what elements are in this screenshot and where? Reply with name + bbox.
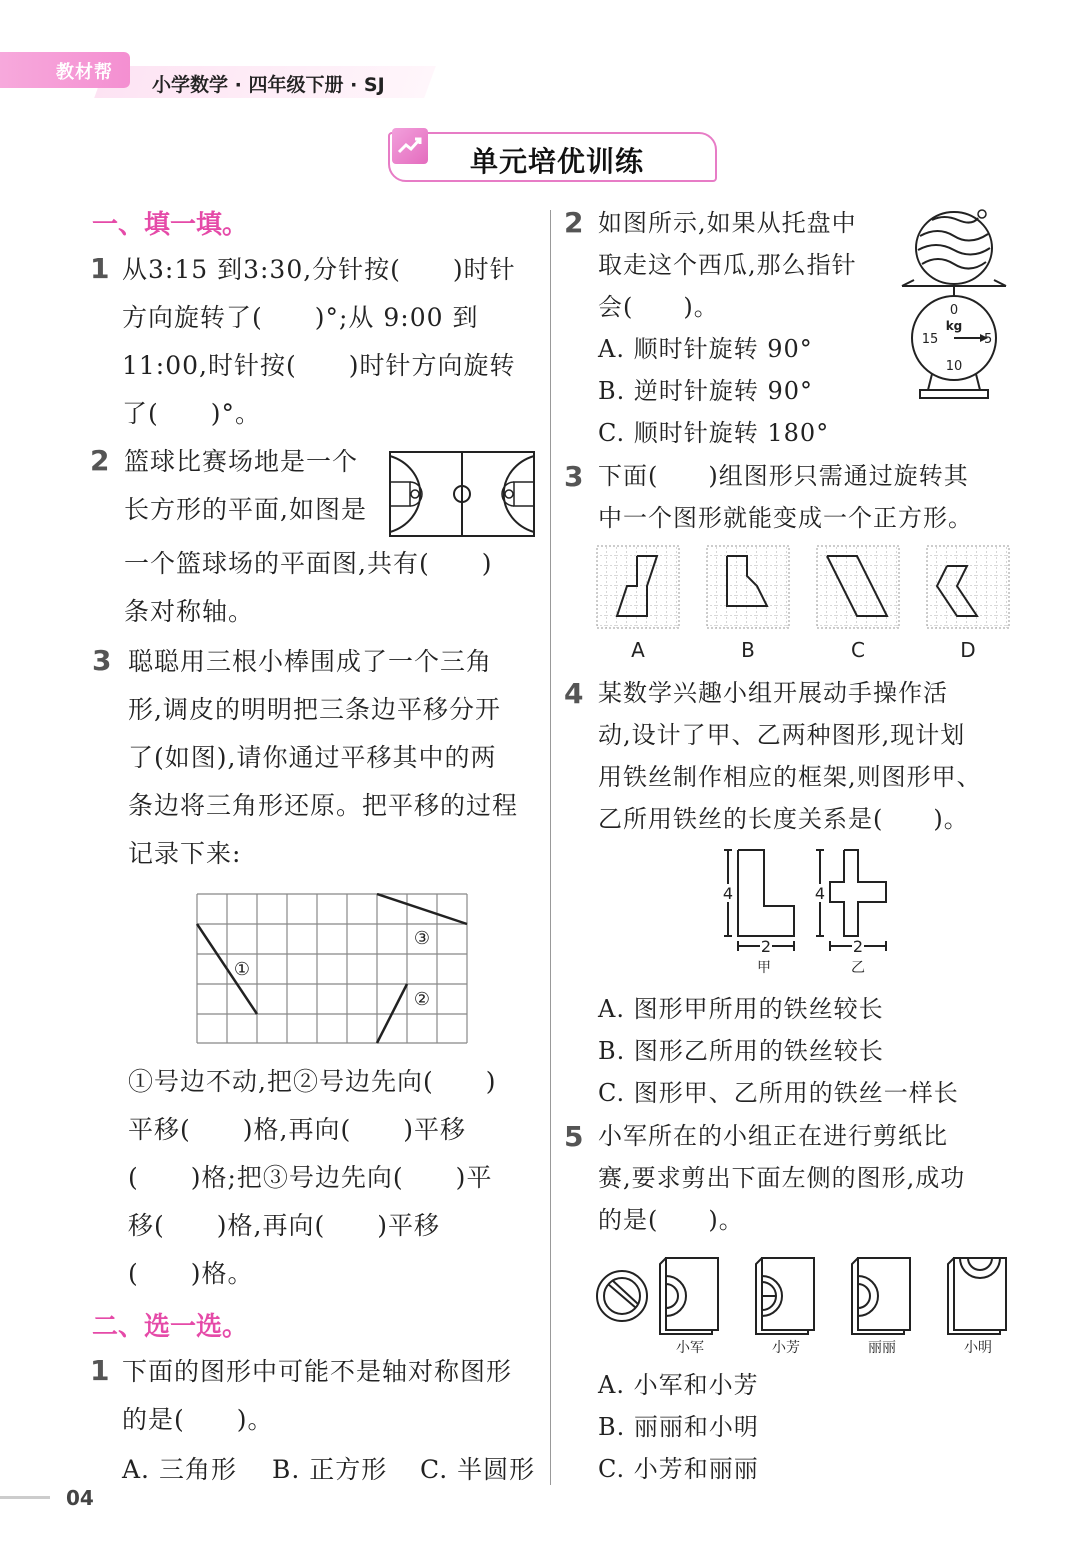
text-line: 赛,要求剪出下面左侧的图形,成功 (598, 1164, 966, 1192)
dim-label: 2 (760, 937, 772, 956)
option-label-a: A (631, 638, 645, 662)
section2-q1 (122, 1348, 542, 1444)
text-line: 记录下来: (128, 839, 242, 868)
option-c: C. 图形甲、乙所用的铁丝一样长 (598, 1079, 959, 1107)
text-line: 中一个图形就能变成一个正方形。 (598, 504, 973, 532)
question-number: 5 (564, 1120, 584, 1153)
text-line: 小军所在的小组正在进行剪纸比 (598, 1122, 948, 1150)
paper-cutting-figure (594, 1248, 1014, 1360)
section-2-heading: 二、选一选。 (92, 1312, 249, 1342)
text-line: 移( )格,再向( )平移 (128, 1211, 440, 1240)
text-line: 形,调皮的明明把三条边平移分开 (128, 695, 501, 724)
option-b: B. 图形乙所用的铁丝较长 (598, 1037, 884, 1065)
section2-q1-option-b: B. 正方形 (272, 1455, 388, 1484)
option-c: C. 顺时针旋转 180° (598, 419, 830, 447)
section1-q1 (122, 246, 542, 438)
section2-q1-option-c: C. 半圆形 (420, 1455, 536, 1484)
basketball-court-figure (388, 450, 536, 538)
text-line: 乙所用铁丝的长度关系是( )。 (598, 805, 969, 833)
section2-q4 (598, 672, 1018, 840)
dim-label: 4 (722, 884, 734, 903)
section2-q4-options (598, 988, 1018, 1114)
question-number: 1 (90, 252, 110, 285)
scale-label-15: 15 (921, 332, 939, 347)
text-line: 下面( )组图形只需通过旋转其 (598, 462, 969, 490)
option-a: A. 小军和小芳 (598, 1371, 759, 1399)
column-divider (550, 210, 551, 1485)
text-line: 下面的图形中可能不是轴对称图形 (122, 1357, 513, 1386)
section1-q3 (128, 638, 548, 878)
option-label-b: B (741, 638, 755, 662)
book-title: 小学数学 · 四年级下册 · SJ (152, 74, 385, 96)
section2-q2 (598, 202, 908, 454)
chart-trend-icon (392, 128, 428, 164)
section2-q3 (598, 455, 1018, 539)
text-line: 会( )。 (598, 293, 719, 321)
grid-label-3: ③ (413, 928, 431, 949)
text-line: 的是( )。 (598, 1206, 744, 1234)
scale-label-10: 10 (945, 359, 963, 374)
text-line: 平移( )格,再向( )平移 (128, 1115, 466, 1144)
page-bar (0, 1496, 50, 1499)
scale-watermelon-figure (898, 206, 1010, 402)
page-title: 单元培优训练 (470, 145, 645, 178)
text-line: 动,设计了甲、乙两种图形,现计划 (598, 721, 966, 749)
text-line: ①号边不动,把②号边先向( ) (128, 1067, 497, 1096)
option-label-d: D (960, 638, 976, 662)
rotation-options-figure (596, 545, 1016, 670)
text-line: 从3:15 到3:30,分针按( )时针 (122, 255, 516, 284)
page-number: 04 (66, 1486, 94, 1510)
translation-grid-figure (196, 893, 470, 1045)
wire-shapes-figure (714, 846, 894, 978)
text-line: 的是( )。 (122, 1405, 274, 1434)
text-line: ( )格;把③号边先向( )平 (128, 1163, 493, 1192)
section2-q1-option-a: A. 三角形 (122, 1455, 237, 1484)
question-number: 1 (90, 1354, 110, 1387)
name-lili: 丽丽 (868, 1340, 896, 1356)
question-number: 3 (92, 644, 112, 677)
section2-q5 (598, 1115, 1018, 1241)
text-line: 11:00,时针按( )时针方向旋转 (122, 351, 516, 380)
option-c: C. 小芳和丽丽 (598, 1455, 759, 1483)
grid-label-1: ① (233, 959, 251, 980)
text-line: 某数学兴趣小组开展动手操作活 (598, 679, 948, 707)
text-line: 了( )°。 (122, 399, 262, 428)
option-b: B. 逆时针旋转 90° (598, 377, 814, 405)
option-a: A. 图形甲所用的铁丝较长 (598, 995, 884, 1023)
header-tab (0, 52, 130, 88)
scale-label-5: 5 (984, 332, 993, 347)
section2-q5-options (598, 1364, 1018, 1490)
question-number: 3 (564, 460, 584, 493)
dim-label: 2 (852, 937, 864, 956)
option-label-c: C (851, 638, 865, 662)
text-line: 条边将三角形还原。把平移的过程 (128, 791, 519, 820)
name-xiaojun: 小军 (676, 1340, 704, 1356)
dim-label: 4 (814, 884, 826, 903)
name-xiaofang: 小芳 (772, 1340, 800, 1356)
grid-label-2: ② (413, 989, 431, 1010)
option-a: A. 顺时针旋转 90° (598, 335, 813, 363)
shape-name-yi: 乙 (851, 960, 865, 976)
text-line: 长方形的平面,如图是 (124, 495, 367, 524)
text-line: 用铁丝制作相应的框架,则图形甲、 (598, 763, 982, 791)
section1-q3-answer (128, 1058, 548, 1298)
text-line: ( )格。 (128, 1259, 254, 1288)
text-line: 方向旋转了( )°;从 9:00 到 (122, 303, 479, 332)
scale-label-0: 0 (949, 303, 959, 318)
section-1-heading: 一、填一填。 (92, 210, 249, 240)
header-tab-label: 教材帮 (56, 62, 113, 83)
question-number: 4 (564, 677, 584, 710)
question-number: 2 (564, 206, 584, 239)
text-line: 一个篮球场的平面图,共有( ) (124, 549, 493, 578)
option-b: B. 丽丽和小明 (598, 1413, 759, 1441)
shape-name-jia: 甲 (757, 960, 771, 976)
text-line: 篮球比赛场地是一个 (124, 447, 359, 476)
text-line: 了(如图),请你通过平移其中的两 (128, 743, 497, 772)
scale-unit: kg (945, 319, 963, 333)
text-line: 如图所示,如果从托盘中 (598, 209, 857, 237)
question-number: 2 (90, 444, 110, 477)
text-line: 聪聪用三根小棒围成了一个三角 (128, 647, 493, 676)
name-xiaoming: 小明 (964, 1340, 992, 1356)
text-line: 条对称轴。 (124, 597, 255, 626)
text-line: 取走这个西瓜,那么指针 (598, 251, 857, 279)
